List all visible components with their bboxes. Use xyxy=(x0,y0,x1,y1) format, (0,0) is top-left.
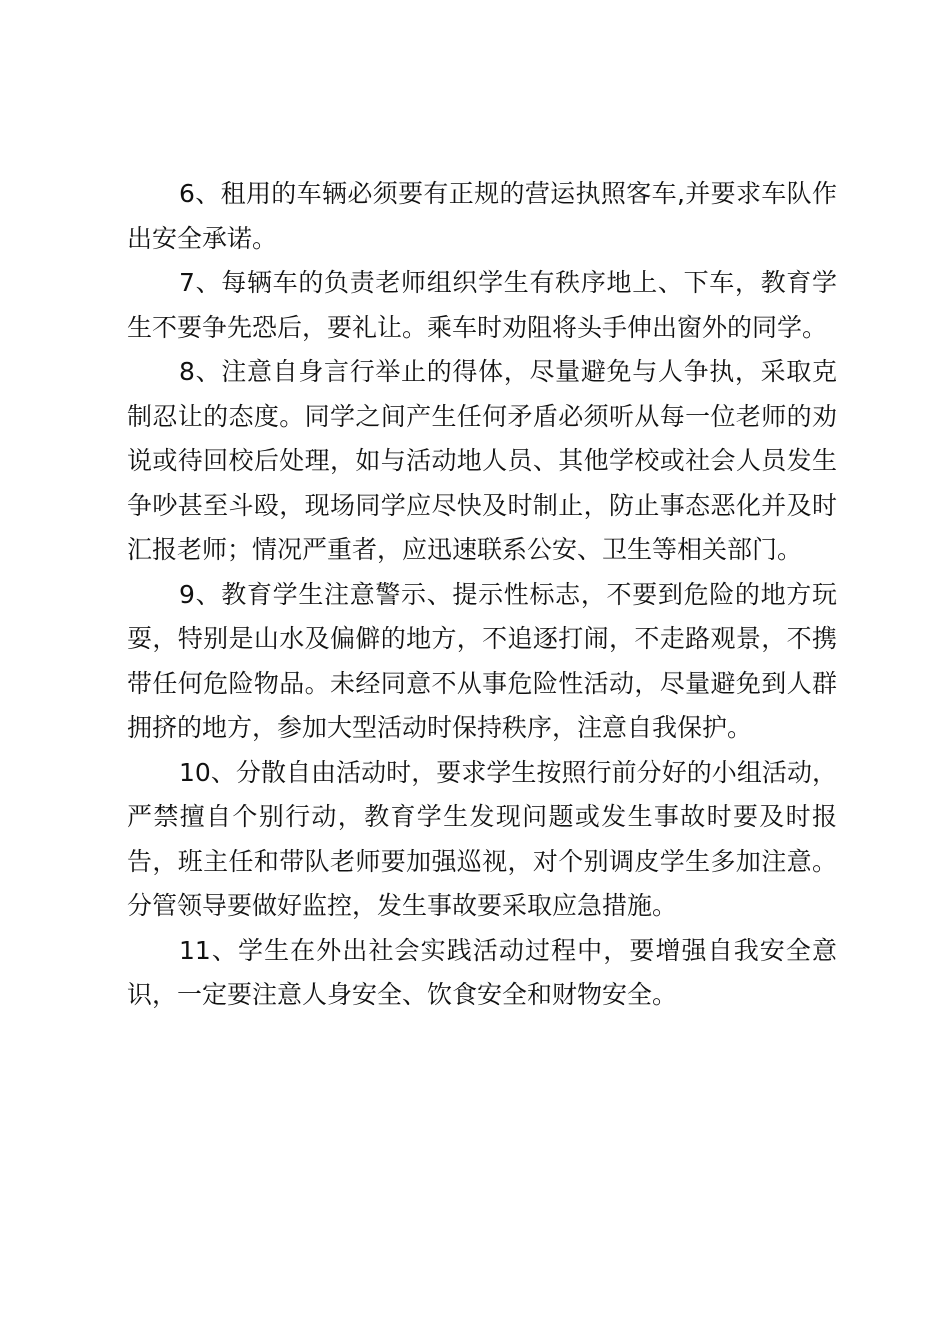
paragraph-item-7: 7、每辆车的负责老师组织学生有秩序地上、下车，教育学生不要争先恐后，要礼让。乘车时劝阻将头手伸出窗外的同学。 xyxy=(127,268,837,342)
paragraph-item-9: 9、教育学生注意警示、提示性标志，不要到危险的地方玩耍，特别是山水及偏僻的地方，不追逐打闹，不走路观景，不携带任何危险物品。未经同意不从事危险性活动，尽量避免到人群拥挤的地方，参加大型活动时保持秩序，注意自我保护。 xyxy=(127,579,837,742)
paragraph-item-8: 8、注意自身言行举止的得体，尽量避免与人争执，采取克制忍让的态度。同学之间产生任何矛盾必须听从每一位老师的劝说或待回校后处理，如与活动地人员、其他学校或社会人员发生争吵甚至斗殴，现场同学应尽快及时制止，防止事态恶化并及时汇报老师；情况严重者，应迅速联系公安、卫生等相关部门。 xyxy=(127,357,837,564)
paragraph-item-11: 11、学生在外出社会实践活动过程中，要增强自我安全意识，一定要注意人身安全、饮食安全和财物安全。 xyxy=(127,935,837,1009)
paragraph-item-6: 6、租用的车辆必须要有正规的营运执照客车,并要求车队作出安全承诺。 xyxy=(127,179,837,253)
document-body xyxy=(127,172,837,1018)
paragraph-item-10: 10、分散自由活动时，要求学生按照行前分好的小组活动，严禁擅自个别行动，教育学生发现问题或发生事故时要及时报告，班主任和带队老师要加强巡视，对个别调皮学生多加注意。分管领导要做好监控，发生事故要采取应急措施。 xyxy=(127,757,837,920)
